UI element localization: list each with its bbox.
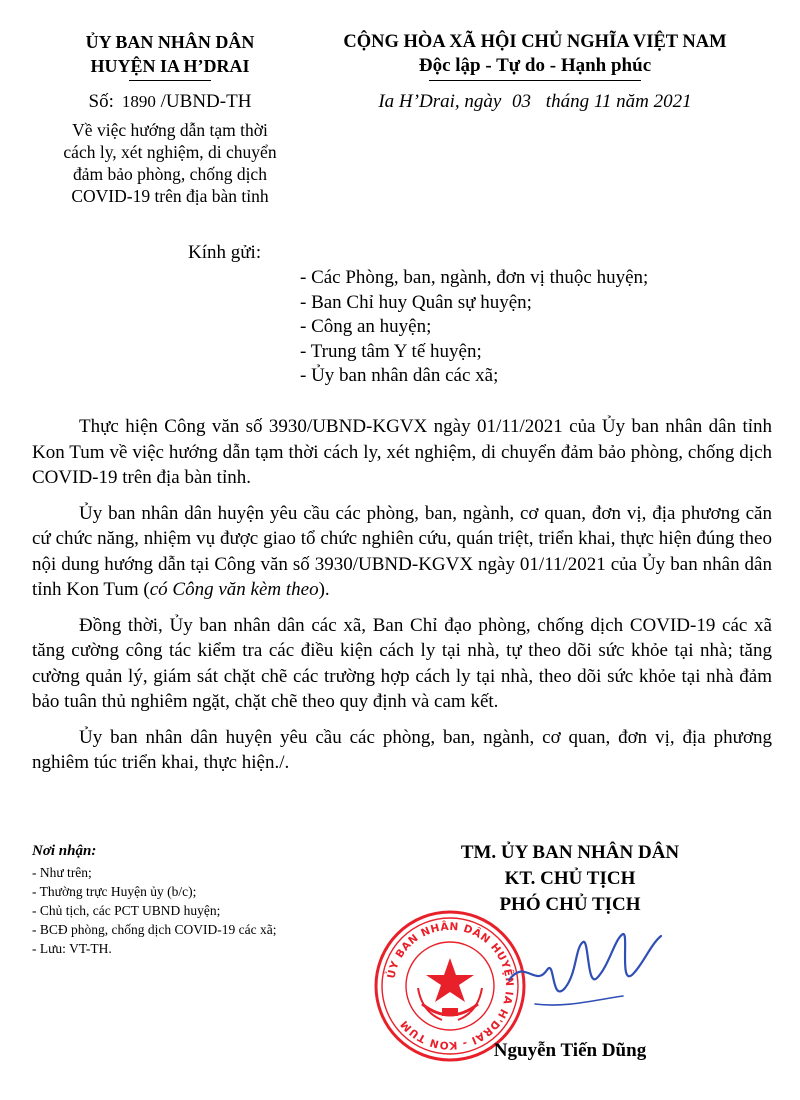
noi-nhan-list [32,863,362,958]
body-paragraph-2 [32,501,772,603]
org-line-1: ỦY BAN NHÂN DÂN [85,32,255,52]
national-motto: Độc lập - Tự do - Hạnh phúc [418,55,652,76]
document-number [40,91,300,113]
doc-no-value: 1890 [121,92,156,111]
recipient-item: - Các Phòng, ban, ngành, đơn vị thuộc huyện; [300,267,649,288]
org-underline [129,80,211,81]
seal-text: ỦY BAN NHÂN DÂN HUYỆN IA H'DRAI - KON TUM [385,920,516,1052]
signature-block [420,840,720,918]
signer-name: Nguyễn Tiến Dũng [493,1040,647,1061]
sign-line-2: KT. CHỦ TỊCH [504,868,636,889]
summary-line: COVID-19 trên địa bàn tỉnh [71,186,269,206]
date-day: 03 [512,91,532,112]
noi-nhan-item: - Lưu: VT-TH. [32,941,112,956]
body-paragraph-1: Thực hiện Công văn số 3930/UBND-KGVX ngày 01/11/2021 của Ủy ban nhân dân tỉnh Kon Tum về việc hướng dẫn tạm thời cách ly, xét nghiệm, di chuyển đảm bảo phòng, chống dịch COVID-19 trên địa bàn tỉnh. [32,416,772,488]
p2-main: Ủy ban nhân dân huyện yêu cầu các phòng, ban, ngành, cơ quan, đơn vị, địa phương căn cứ chức năng, nhiệm vụ được giao tổ chức nghiên cứu, quán triệt, triển khai, thực hiện đúng theo nội dung hướng dẫn tại Công văn số 3930/UBND-KGVX ngày 01/11/2021 của Ủy ban nhân dân tỉnh Kon Tum ( [32,502,772,600]
doc-no-suffix: /UBND-TH [160,91,252,112]
motto-underline [429,80,641,81]
p2-end: ). [318,579,330,600]
summary-line: đảm bảo phòng, chống dịch [73,164,267,184]
noi-nhan-item: - Thường trực Huyện ủy (b/c); [32,884,197,899]
date-prefix: Ia H’Drai, ngày [378,91,502,112]
recipient-item: - Trung tâm Y tế huyện; [300,340,482,362]
noi-nhan-title: Nơi nhận: [32,843,97,859]
noi-nhan [32,842,362,958]
recipient-item: - Ủy ban nhân dân các xã; [300,365,499,386]
recipient-item: - Công an huyện; [300,316,432,337]
sign-line-1: TM. ỦY BAN NHÂN DÂN [460,842,680,863]
org-line-2: HUYỆN IA H’DRAI [90,56,250,76]
handwritten-signature [505,918,665,1038]
document-date [300,91,770,113]
p2-italic: có Công văn kèm theo [149,579,319,600]
doc-no-label: Số: [88,91,114,112]
noi-nhan-item: - Chủ tịch, các PCT UBND huyện; [32,903,221,918]
recipients-list [300,266,648,389]
sign-line-3: PHÓ CHỦ TỊCH [499,894,641,915]
nation-title: CỘNG HÒA XÃ HỘI CHỦ NGHĨA VIỆT NAM [343,32,727,52]
body-paragraph-3: Đồng thời, Ủy ban nhân dân các xã, Ban Chỉ đạo phòng, chống dịch COVID-19 các xã tăng cường công tác kiểm tra các điều kiện cách ly tại nhà, tự theo dõi sức khỏe tại nhà; tăng cường quản lý, giám sát chặt chẽ các trường hợp cách ly tại nhà, theo dõi sức khỏe tại nhà đảm bảo tuân thủ nghiêm ngặt, chặt chẽ theo quy định và cam kết. [32,614,772,712]
summary-line: cách ly, xét nghiệm, di chuyển [63,142,277,162]
summary-line: Về việc hướng dẫn tạm thời [72,120,268,140]
date-month-year: tháng 11 năm 2021 [545,91,692,112]
noi-nhan-item: - Như trên; [32,865,92,880]
noi-nhan-item: - BCĐ phòng, chống dịch COVID-19 các xã; [32,922,277,937]
document-body [32,414,772,786]
recipient-item: - Ban Chỉ huy Quân sự huyện; [300,291,532,313]
body-paragraph-4: Ủy ban nhân dân huyện yêu cầu các phòng, ban, ngành, cơ quan, đơn vị, địa phương nghiêm túc triển khai, thực hiện./. [32,726,772,773]
document-summary [40,119,300,207]
kinh-gui-label: Kính gửi: [188,242,262,263]
header-nation [300,30,770,113]
header-organization [40,30,300,207]
